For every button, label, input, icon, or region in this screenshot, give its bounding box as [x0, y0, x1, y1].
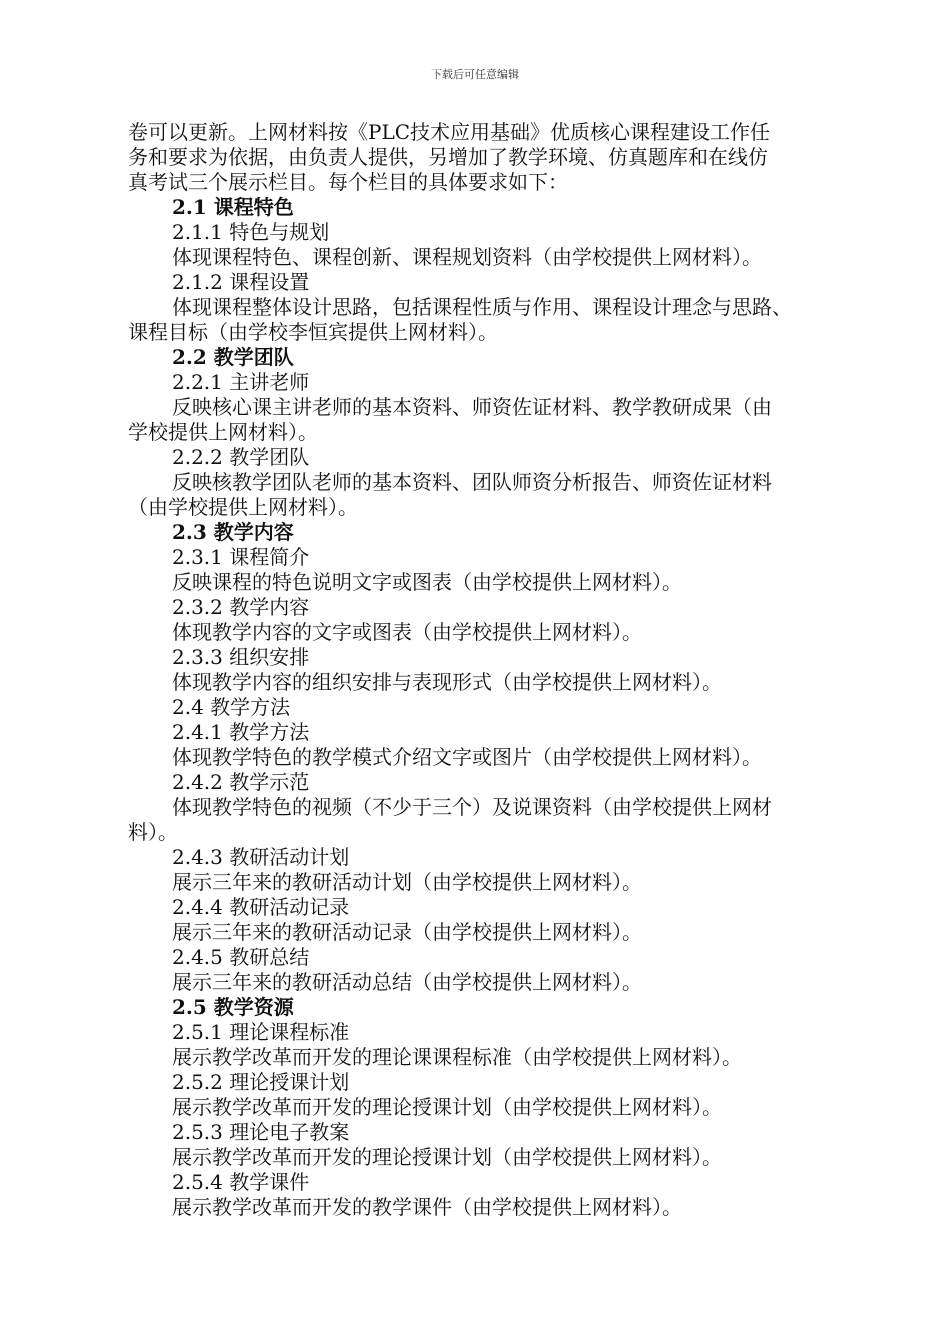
text-line: 反映课程的特色说明文字或图表（由学校提供上网材料）。 [172, 570, 682, 594]
text-line: 2.5.2 理论授课计划 [172, 1070, 350, 1094]
page-header: 下载后可任意编辑 [431, 68, 519, 81]
text-line: 学校提供上网材料）。 [128, 420, 318, 444]
text-line: 2.3.1 课程简介 [172, 545, 310, 569]
text-line: 反映核教学团队老师的基本资料、团队师资分析报告、师资佐证材料 [172, 470, 772, 494]
section-heading: 2.3 教学内容 [172, 520, 294, 544]
text-line: 2.5.4 教学课件 [172, 1170, 310, 1194]
text-line: 2.2.1 主讲老师 [172, 370, 310, 394]
text-line: 2.3.2 教学内容 [172, 595, 310, 619]
text-line: 展示教学改革而开发的理论课课程标准（由学校提供上网材料）。 [172, 1045, 742, 1069]
text-line: 真考试三个展示栏目。每个栏目的具体要求如下： [128, 170, 568, 194]
text-line: 2.4.2 教学示范 [172, 770, 310, 794]
text-line: 2.1.2 课程设置 [172, 270, 310, 294]
document-body [128, 120, 868, 1220]
text-line: （由学校提供上网材料）。 [128, 495, 358, 519]
text-line: 展示三年来的教研活动总结（由学校提供上网材料）。 [172, 970, 642, 994]
text-line: 料）。 [128, 820, 178, 844]
text-line: 2.4.5 教研总结 [172, 945, 310, 969]
text-line: 2.1.1 特色与规划 [172, 220, 330, 244]
text-line: 体现教学特色的视频（不少于三个）及说课资料（由学校提供上网材 [172, 795, 772, 819]
section-heading: 2.1 课程特色 [172, 195, 294, 219]
text-line: 展示三年来的教研活动计划（由学校提供上网材料）。 [172, 870, 642, 894]
text-line: 体现教学特色的教学模式介绍文字或图片（由学校提供上网材料）。 [172, 745, 762, 769]
text-line: 课程目标（由学校李恒宾提供上网材料）。 [128, 320, 498, 344]
text-line: 2.4.1 教学方法 [172, 720, 310, 744]
text-line: 体现教学内容的组织安排与表现形式（由学校提供上网材料）。 [172, 670, 722, 694]
text-line: 展示教学改革而开发的理论授课计划（由学校提供上网材料）。 [172, 1145, 722, 1169]
text-line: 2.2.2 教学团队 [172, 445, 310, 469]
section-heading: 2.2 教学团队 [172, 345, 294, 369]
text-line: 2.4 教学方法 [172, 695, 291, 719]
text-line: 反映核心课主讲老师的基本资料、师资佐证材料、教学教研成果（由 [172, 395, 772, 419]
text-line: 2.3.3 组织安排 [172, 645, 310, 669]
text-line: 2.5.1 理论课程标准 [172, 1020, 350, 1044]
text-line: 展示教学改革而开发的理论授课计划（由学校提供上网材料）。 [172, 1095, 722, 1119]
text-line: 展示三年来的教研活动记录（由学校提供上网材料）。 [172, 920, 642, 944]
text-line: 展示教学改革而开发的教学课件（由学校提供上网材料）。 [172, 1195, 682, 1219]
text-line: 2.4.3 教研活动计划 [172, 845, 350, 869]
text-line: 体现教学内容的文字或图表（由学校提供上网材料）。 [172, 620, 642, 644]
text-line: 2.5.3 理论电子教案 [172, 1120, 350, 1144]
text-line: 务和要求为依据，由负责人提供，另增加了教学环境、仿真题库和在线仿 [128, 145, 768, 169]
section-heading: 2.5 教学资源 [172, 995, 294, 1019]
text-line: 体现课程整体设计思路，包括课程性质与作用、课程设计理念与思路、 [172, 295, 792, 319]
text-line: 2.4.4 教研活动记录 [172, 895, 350, 919]
text-line: 卷可以更新。上网材料按《PLC技术应用基础》优质核心课程建设工作任 [128, 120, 771, 144]
text-line: 体现课程特色、课程创新、课程规划资料（由学校提供上网材料）。 [172, 245, 762, 269]
